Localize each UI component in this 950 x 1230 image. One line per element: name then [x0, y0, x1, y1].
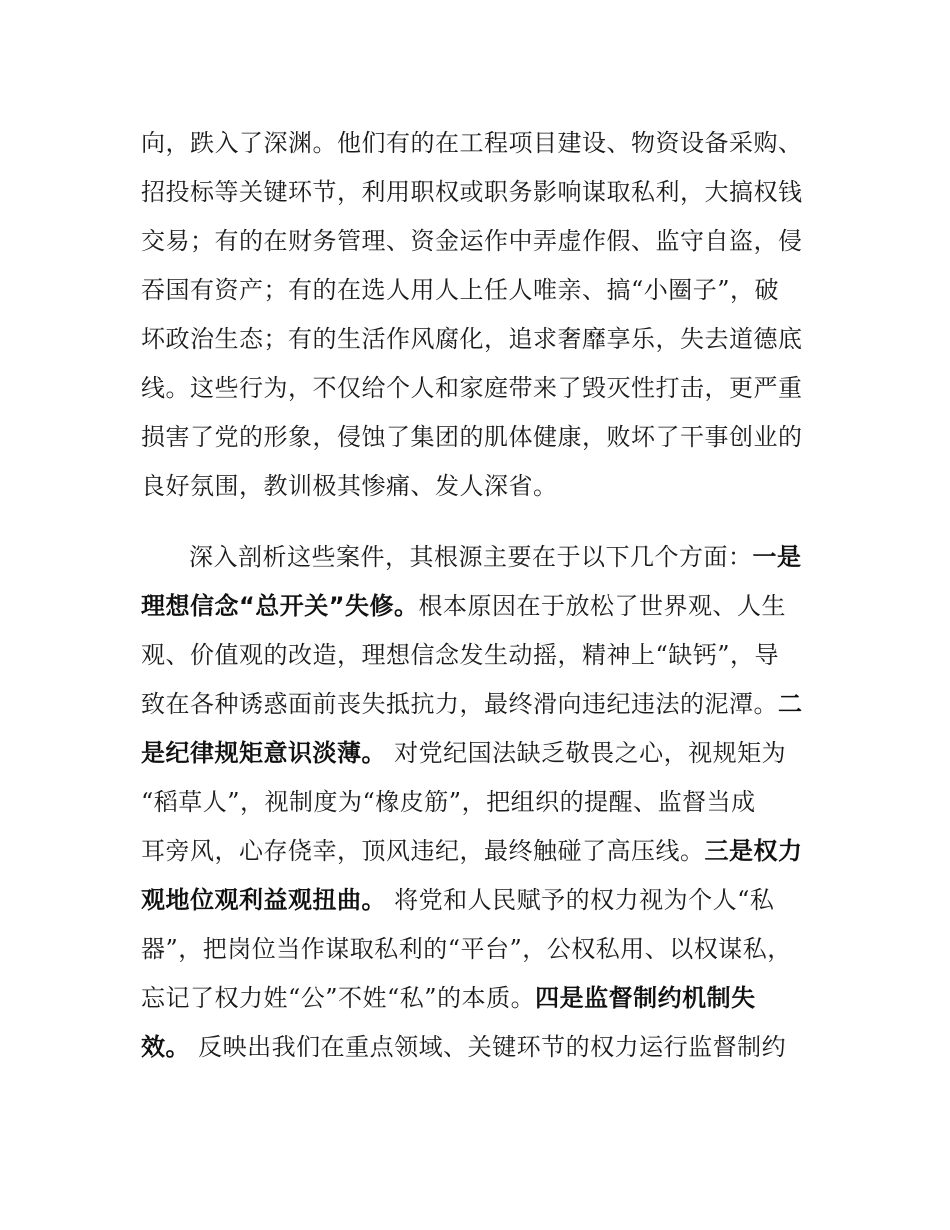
- text-line: [141, 1027, 821, 1067]
- text-run: 耳旁风，心存侥幸，顶风违纪，最终触碰了高压线。: [141, 837, 705, 865]
- text-run: 招投标等关键环节，利用职权或职务影响谋取私利，大搞权钱: [141, 178, 803, 206]
- text-line: [141, 368, 821, 408]
- text-run: 对党纪国法缺乏敬畏之心，视规矩为: [386, 739, 787, 767]
- bold-text-run: 是纪律规矩意识淡薄。: [141, 739, 386, 767]
- text-line: [141, 635, 821, 675]
- bold-text-run: 四是监督制约机制失: [535, 984, 756, 1012]
- text-line: [141, 831, 821, 871]
- text-line: [141, 221, 821, 261]
- text-line: [141, 172, 821, 212]
- text-run: 向，跌入了深渊。他们有的在工程项目建设、物资设备采购、: [141, 129, 803, 157]
- text-line: [141, 417, 821, 457]
- bold-text-run: 效。: [141, 1033, 190, 1061]
- bold-text-run: 一是: [752, 543, 802, 571]
- text-run: 反映出我们在重点领域、关键环节的权力运行监督制约: [190, 1033, 787, 1061]
- text-run: “稻草人”，视制度为“橡皮筋”，把组织的提醒、监督当成: [141, 788, 756, 816]
- text-run: 观、价值观的改造，理想信念发生动摇，精神上“缺钙”，导: [141, 641, 780, 669]
- text-run: 线。这些行为，不仅给个人和家庭带来了毁灭性打击，更严重: [141, 374, 803, 402]
- text-line: [141, 733, 821, 773]
- text-line: [141, 929, 821, 969]
- text-run: 器”，把岗位当作谋取私利的“平台”，公权私用、以权谋私，: [141, 935, 792, 963]
- text-run: 交易；有的在财务管理、资金运作中弄虚作假、监守自盗，侵: [141, 227, 803, 255]
- text-run: 吞国有资产；有的在选人用人上任人唯亲、搞“小圈子”，破: [141, 276, 780, 304]
- text-run: 坏政治生态；有的生活作风腐化，追求奢靡享乐，失去道德底: [141, 325, 803, 353]
- text-line: [189, 537, 821, 577]
- text-line: [141, 270, 821, 310]
- text-line: [141, 782, 821, 822]
- bold-text-run: 三是权力: [704, 837, 803, 865]
- text-run: 根本原因在于放松了世界观、人生: [418, 592, 787, 620]
- text-run: 致在各种诱惑面前丧失抵抗力，最终滑向违纪违法的泥潭。: [141, 690, 778, 718]
- text-run: 深入剖析这些案件，其根源主要在于以下几个方面：: [189, 543, 753, 571]
- text-run: 损害了党的形象，侵蚀了集团的肌体健康，败坏了干事创业的: [141, 423, 803, 451]
- text-line: [141, 684, 821, 724]
- text-run: 将党和人民赋予的权力视为个人“私: [386, 886, 775, 914]
- bold-text-run: 二: [778, 690, 803, 718]
- text-line: [141, 880, 821, 920]
- text-line: [141, 586, 821, 626]
- text-line: [141, 978, 821, 1018]
- text-line: [141, 466, 821, 506]
- bold-text-run: 观地位观利益观扭曲。: [141, 886, 386, 914]
- text-line: [141, 123, 821, 163]
- text-run: 良好氛围，教训极其惨痛、发人深省。: [141, 472, 558, 500]
- text-line: [141, 319, 821, 359]
- text-run: 忘记了权力姓“公”不姓“私”的本质。: [141, 984, 536, 1012]
- bold-text-run: 理想信念“总开关”失修。: [141, 592, 419, 620]
